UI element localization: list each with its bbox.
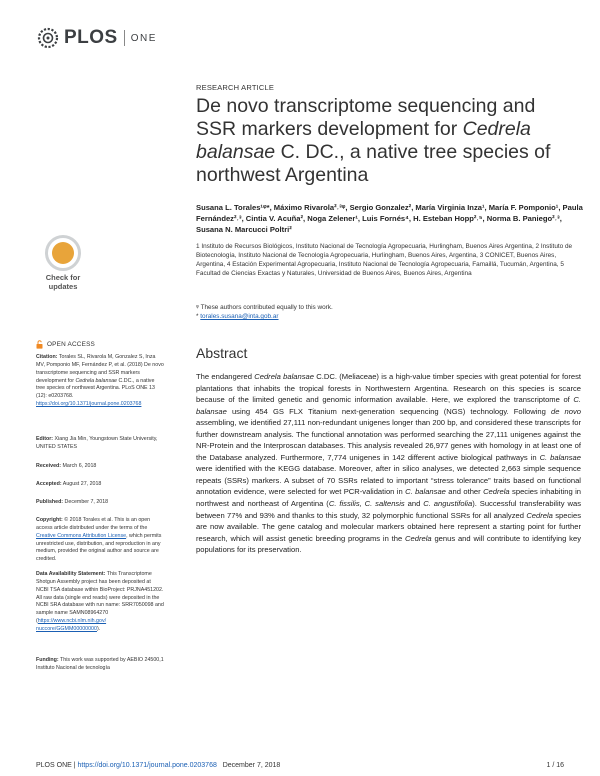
author-notes	[196, 303, 576, 321]
abstract-text-run: using 454 GS FLX Titanium next-generation sequencing (NGS) technology. Following	[226, 406, 551, 416]
affiliations: 1 Instituto de Recursos Biológicos, Instituto Nacional de Tecnología Agropecuaria, Hurlingham, Buenos Aires Argentina, 2 Instituto de Biotecnología, Instituto Nacional de Tecnología Agropecuaria, Hurlingham, Buenos Aires, Argentina, 3 CONICET, Buenos Aires, Argentina, 4 Estación Experimental Agropecuaria, Instituto Nacional de Tecnología Agropecuaria, Famaillá, Tucumán, Argentina, 5 Facultad de Ciencias Exactas y Naturales, Universidad de Buenos Aires, Buenos Aires, Argentina	[196, 243, 573, 278]
published-date: December 7, 2018	[63, 499, 109, 505]
abstract-italic-term: Cedrela	[483, 487, 510, 497]
abstract-text-run: species are now available. The gene catalog and molecular markers obtained here represent a starting point for further research, which will assist genetic breeding programs in the	[196, 510, 581, 543]
footer-journal: PLOS ONE	[36, 762, 72, 769]
citation-species: Cedrela balansae	[75, 377, 117, 384]
abstract-italic-term: C. angustifolia	[423, 499, 473, 509]
article-type: RESEARCH ARTICLE	[196, 83, 275, 92]
corresponding-marker: *	[196, 313, 201, 320]
abstract-italic-term: C. balansae	[405, 487, 446, 497]
accepted-date: August 27, 2018	[61, 481, 102, 487]
abstract-italic-term: Cedrela	[405, 533, 432, 543]
cc-license-link[interactable]: Creative Commons Attribution License	[36, 532, 127, 539]
check-updates-line-1: Check for	[45, 273, 81, 282]
page-footer	[36, 762, 566, 769]
copyright-text-b: , which permits unrestricted use, distribution, and reproduction in any medium, provided the original author and source are credited.	[36, 532, 162, 563]
abstract-text-run: and other	[445, 487, 484, 497]
funding-block	[36, 657, 164, 673]
title-part-1: De novo transcriptome sequencing and SSR markers development for	[196, 95, 536, 140]
editor-label: Editor:	[36, 436, 54, 442]
received-label: Received:	[36, 463, 62, 469]
footer-separator: |	[71, 762, 78, 769]
abstract-italic-term: C. fissilis, C. saltensis	[328, 499, 405, 509]
abstract-text-run: The endangered	[196, 372, 255, 381]
plos-one-logo	[35, 26, 157, 50]
check-updates-inner	[52, 242, 74, 264]
received-date: March 6, 2018	[61, 463, 97, 469]
footer-date: December 7, 2018	[222, 762, 281, 769]
citation-text-a: Torales SL, Rivarola M, Gonzalez S, Inza MV, Pomponio MF, Fernández P, et al. (2018) De novo transcriptome sequencing and SSR markers development for	[36, 354, 164, 384]
accepted-block	[36, 481, 164, 489]
published-label: Published:	[36, 499, 64, 505]
abstract-italic-term: Cedrela balansae	[254, 372, 314, 381]
abstract-text-run: species inhabiting in northwest and northeast of Argentina (	[196, 487, 581, 509]
corresponding-author-note	[196, 312, 576, 321]
funding-label: Funding:	[36, 657, 59, 663]
abstract-italic-term: de novo	[550, 406, 581, 416]
author-list: Susana L. Torales¹ᵠ*, Máximo Rivarola²˒³ᵠ, Sergio Gonzalez², María Virginia Inza¹, María F. Pomponio¹, Paula Fernández²˒³, Cintia V. Acuña², Noga Zelener¹, Luis Fornés⁴, H. Esteban Hopp²˒⁵, Norma B. Paniego²˒³, Susana N. Marcucci Poltri²	[196, 203, 583, 234]
abstract-heading: Abstract	[196, 345, 248, 361]
title-part-2: C. DC., a native tree species of northwest Argentina	[196, 141, 551, 186]
check-updates-label	[37, 273, 89, 291]
check-for-updates-badge[interactable]	[37, 235, 91, 291]
copyright-block	[36, 517, 164, 564]
abstract-text-run: and	[404, 499, 424, 509]
data-availability-block	[36, 571, 164, 634]
page-number: 1 / 16	[546, 762, 564, 769]
citation-text-b: C.DC., a native tree species of northwest Argentina. PLoS ONE 13 (12): e0203768.	[36, 377, 155, 400]
received-block	[36, 463, 164, 471]
article-title	[196, 95, 576, 187]
open-access-label	[36, 340, 95, 349]
ncbi-nuccore-link[interactable]: https://www.ncbi.nlm.nih.gov/ nuccore/GGMM00000000	[36, 618, 107, 632]
editor-text: Xiang Jia Min, Youngstown State University, UNITED STATES	[36, 436, 158, 450]
open-lock-icon	[36, 340, 43, 349]
check-updates-line-2: updates	[48, 282, 78, 291]
copyright-label: Copyright:	[36, 517, 63, 523]
abstract-text-run: ). Successful transferability was between 77% and 93% and thanks to this study, 32 polymorphic functional SSRs for all analyzed	[196, 499, 582, 520]
corresponding-email-link[interactable]: torales.susana@inta.gob.ar	[200, 313, 279, 320]
citation-doi-link[interactable]: https://doi.org/10.1371/journal.pone.0203768	[36, 401, 142, 408]
open-access-text: OPEN ACCESS	[47, 341, 96, 348]
published-block	[36, 499, 164, 507]
logo-divider	[124, 30, 125, 46]
footer-doi-link[interactable]: https://doi.org/10.1371/journal.pone.0203768	[77, 762, 217, 769]
abstract-text-run: assembling, we identified 27,111 non-redundant unigenes longer than 200 bp, and considered these transcripts for further downstream analysis. The functional annotation was performed searching the 27,111 unigenes against the NR-Protein and the Interproscan databases. This analysis revealed 26,977 genes with homology in at least one of the Database analyzed. Furthermore, 7,774 unigenes in 142 different active biological pathways in	[196, 418, 581, 462]
abstract-body	[196, 371, 581, 556]
data-availability-text-a: This Transcriptome Shotgun Assembly project has been deposited at NCBI TSA database within BioProject: PRJNA451202. All raw data (single end reads) were deposited in the NCBI SRA database with run name: SRR7050098 and sample name SAMN08964270 (	[36, 571, 164, 625]
citation-label: Citation:	[36, 354, 58, 360]
logo-plos-text: PLOS	[64, 27, 118, 48]
abstract-italic-term: Cedrela	[526, 510, 553, 520]
abstract-text-run: were identified with the KEGG database. Moreover, after in silico analyses, we detected 2,663 simple sequence repeats (SSRs) markers. A subset of 70 SSRs related to important “stress tolerance” traits based on functional annotation evidence, were selected for wet PCR-validation in	[196, 464, 581, 497]
abstract-italic-term: C. balansae	[196, 395, 581, 416]
data-availability-text-b: ).	[96, 625, 101, 632]
accepted-label: Accepted:	[36, 481, 62, 487]
citation-block	[36, 354, 164, 409]
funding-text: This work was supported by AEBIO 24500,1 Instituto Nacional de tecnología	[36, 657, 164, 671]
abstract-text-run: C.DC. (Meliaceae) is a high-value timber species with great potential for forest plantations that inhabits the tropical forests in Northwestern Argentina. Research on this species is scarce because of the limited genetic and genomic information available. Here, we explored the transcriptome of	[196, 372, 581, 405]
copyright-text-a: © 2018 Torales et al. This is an open access article distributed under the terms of the	[36, 517, 151, 531]
abstract-text-run: genus and will contribute to identifying key populations for its preservation.	[196, 533, 581, 555]
data-availability-label: Data Availability Statement:	[36, 571, 106, 577]
title-species: Cedrela balansae	[196, 118, 531, 163]
logo-one-text: ONE	[130, 32, 157, 44]
abstract-italic-term: C. balansae	[539, 452, 581, 462]
check-updates-icon	[45, 235, 81, 271]
equal-contribution-note: ᵠ These authors contributed equally to this work.	[196, 304, 333, 311]
plos-logo-icon	[35, 26, 61, 50]
editor-block	[36, 436, 164, 452]
